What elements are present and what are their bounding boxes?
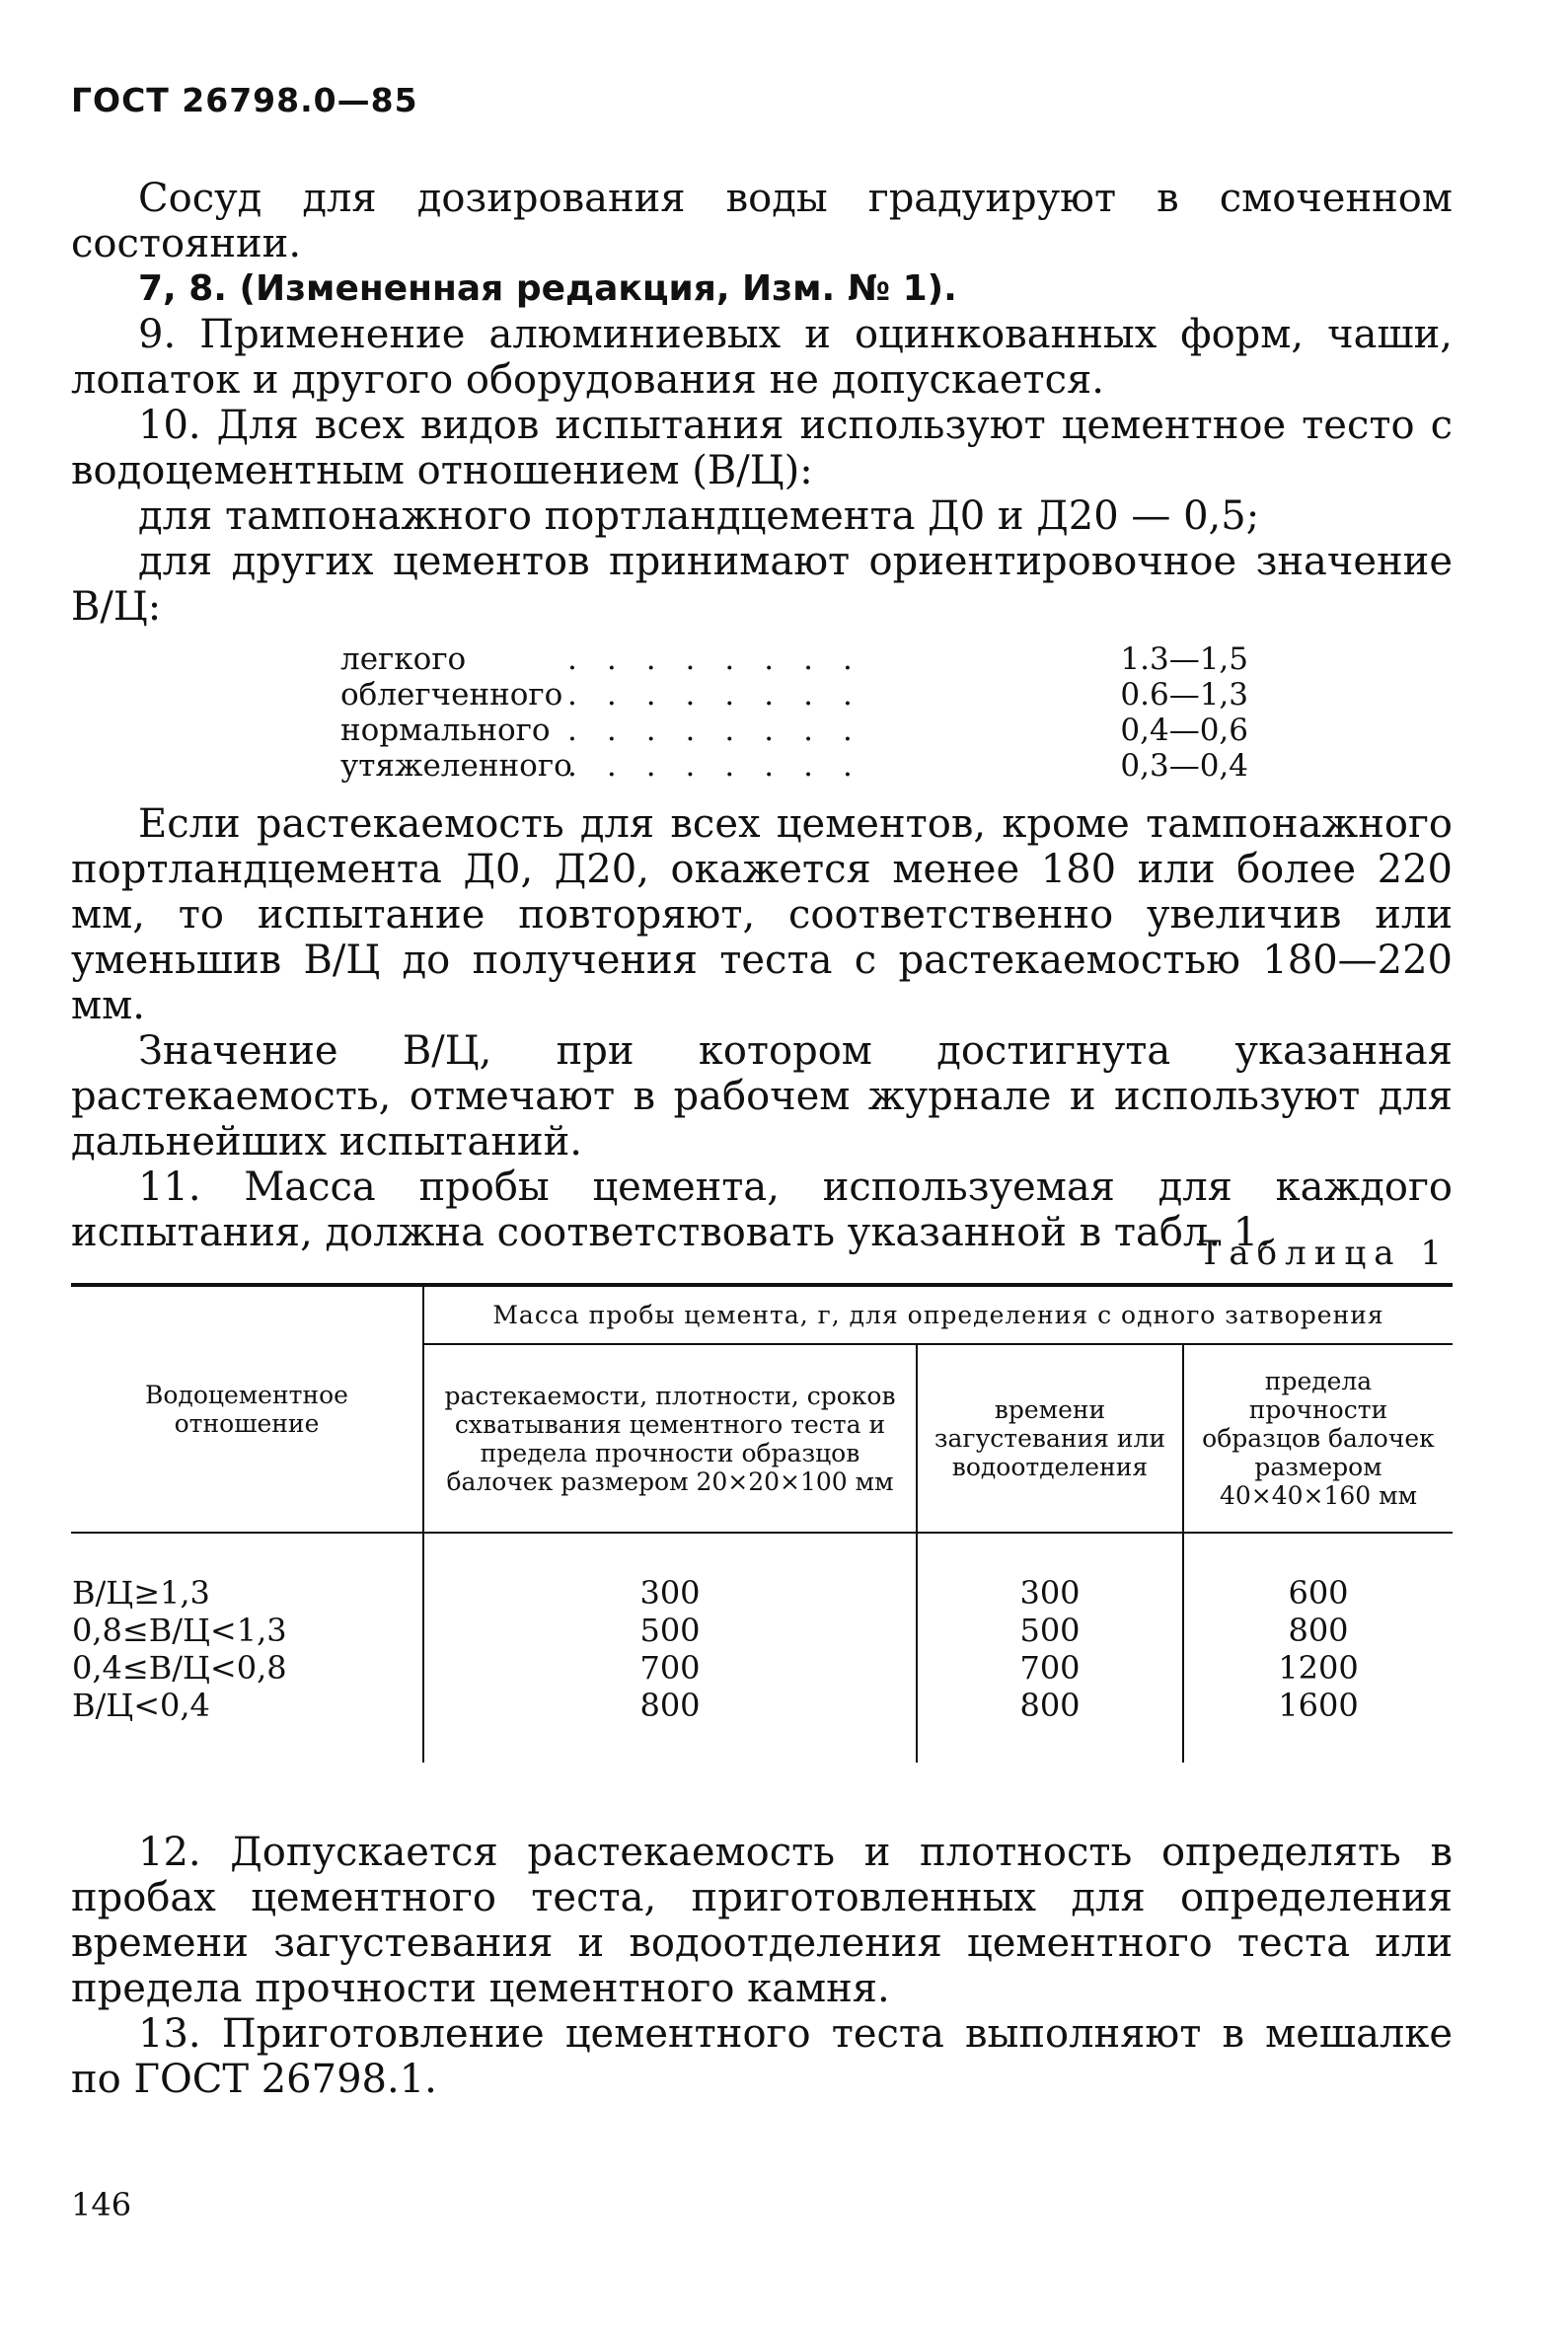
document-header: ГОСТ 26798.0—85 bbox=[71, 81, 418, 119]
table-cell: 500 bbox=[917, 1612, 1183, 1649]
table-cell: 300 bbox=[423, 1533, 917, 1612]
table-cell: 600 bbox=[1183, 1533, 1453, 1612]
table-cell: 1200 bbox=[1183, 1649, 1453, 1687]
table-cell: 800 bbox=[917, 1687, 1183, 1763]
col-header-cell: растекаемости, плотности, сроков схватывания цементного теста и предела прочности образцов балочек размером 20×20×100 мм bbox=[423, 1344, 917, 1533]
table-cell: В/Ц≥1,3 bbox=[72, 1574, 210, 1612]
text-block-bottom bbox=[71, 1830, 1453, 2102]
sample-mass-table bbox=[71, 1283, 1453, 1763]
list-item bbox=[340, 748, 1248, 784]
table-cell: 800 bbox=[1183, 1612, 1453, 1649]
paragraph: Если растекаемость для всех цементов, кроме тампонажного портландцемента Д0, Д20, окажется менее 180 или более 220 мм, то испытание повторяют, соответственно увеличив или уменьшив В/Ц до получения теста с растекаемостью 180—220 мм. bbox=[71, 801, 1453, 1028]
leader-dots: ........ bbox=[567, 677, 882, 713]
table-cell: 0,4≤В/Ц<0,8 bbox=[72, 1649, 287, 1687]
text-block-top bbox=[71, 176, 1453, 630]
paragraph: для других цементов принимают ориентировочное значение В/Ц: bbox=[71, 539, 1453, 630]
table-row bbox=[71, 1687, 1453, 1763]
table-cell: 0,8≤В/Ц<1,3 bbox=[72, 1612, 287, 1649]
cement-type-name: легкого bbox=[340, 641, 467, 677]
paragraph: Сосуд для дозирования воды градуируют в смоченном состоянии. bbox=[71, 176, 1453, 266]
paragraph: 9. Применение алюминиевых и оцинкованных форм, чаши, лопаток и другого оборудования не допускается. bbox=[71, 312, 1453, 403]
text-block-mid bbox=[71, 801, 1453, 1255]
paragraph: 12. Допускается растекаемость и плотность определять в пробах цементного теста, приготовленных для определения времени загустевания и водоотделения цементного теста или предела прочности цементного камня. bbox=[71, 1830, 1453, 2011]
cement-type-name: облегченного bbox=[340, 677, 563, 713]
cement-type-value: 0.6—1,3 bbox=[1120, 677, 1248, 713]
table-cell: В/Ц<0,4 bbox=[72, 1687, 210, 1724]
cement-type-value: 0,3—0,4 bbox=[1120, 748, 1248, 784]
paragraph: Значение В/Ц, при котором достигнута указанная растекаемость, отмечают в рабочем журнале и используют для дальнейших испытаний. bbox=[71, 1028, 1453, 1165]
leader-dots: ........ bbox=[567, 641, 882, 677]
table-cell: 700 bbox=[423, 1649, 917, 1687]
table-cell: 800 bbox=[423, 1687, 917, 1763]
list-item bbox=[340, 713, 1248, 748]
group-header-cell: Масса пробы цемента, г, для определения с одного затворения bbox=[423, 1285, 1453, 1344]
table-cell: 1600 bbox=[1183, 1687, 1453, 1763]
cement-type-name: утяжеленного bbox=[340, 748, 572, 784]
table-cell: 700 bbox=[917, 1649, 1183, 1687]
cement-type-name: нормального bbox=[340, 713, 551, 748]
table-row bbox=[71, 1533, 1453, 1612]
col-header-cell: предела прочности образцов балочек размером 40×40×160 мм bbox=[1183, 1344, 1453, 1533]
list-item bbox=[340, 641, 1248, 677]
table-cell: 300 bbox=[917, 1533, 1183, 1612]
list-item bbox=[340, 677, 1248, 713]
table-row bbox=[71, 1612, 1453, 1649]
page-number: 146 bbox=[71, 2186, 132, 2223]
col-header-cell: времени загустевания или водоотделения bbox=[917, 1344, 1183, 1533]
table-cell: 500 bbox=[423, 1612, 917, 1649]
leader-dots: ........ bbox=[567, 748, 882, 784]
table-row bbox=[71, 1649, 1453, 1687]
leader-dots: ........ bbox=[567, 713, 882, 748]
table-caption: Таблица 1 bbox=[1198, 1234, 1450, 1273]
paragraph: 13. Приготовление цементного теста выполняют в мешалке по ГОСТ 26798.1. bbox=[71, 2011, 1453, 2102]
paragraph: для тампонажного портландцемента Д0 и Д20 — 0,5; bbox=[138, 493, 1260, 539]
cement-type-value: 0,4—0,6 bbox=[1120, 713, 1248, 748]
paragraph: 10. Для всех видов испытания используют цементное тесто с водоцементным отношением (В/Ц): bbox=[71, 403, 1453, 493]
table-header-row bbox=[71, 1285, 1453, 1344]
cement-type-list bbox=[340, 641, 1248, 784]
paragraph: 11. Масса пробы цемента, используемая для каждого испытания, должна соответствовать указанной в табл. 1. bbox=[71, 1165, 1453, 1255]
paragraph-amendment: 7, 8. (Измененная редакция, Изм. № 1). bbox=[138, 268, 957, 309]
row-header-cell: Водоцементное отношение bbox=[71, 1285, 423, 1533]
cement-type-value: 1.3—1,5 bbox=[1120, 641, 1248, 677]
